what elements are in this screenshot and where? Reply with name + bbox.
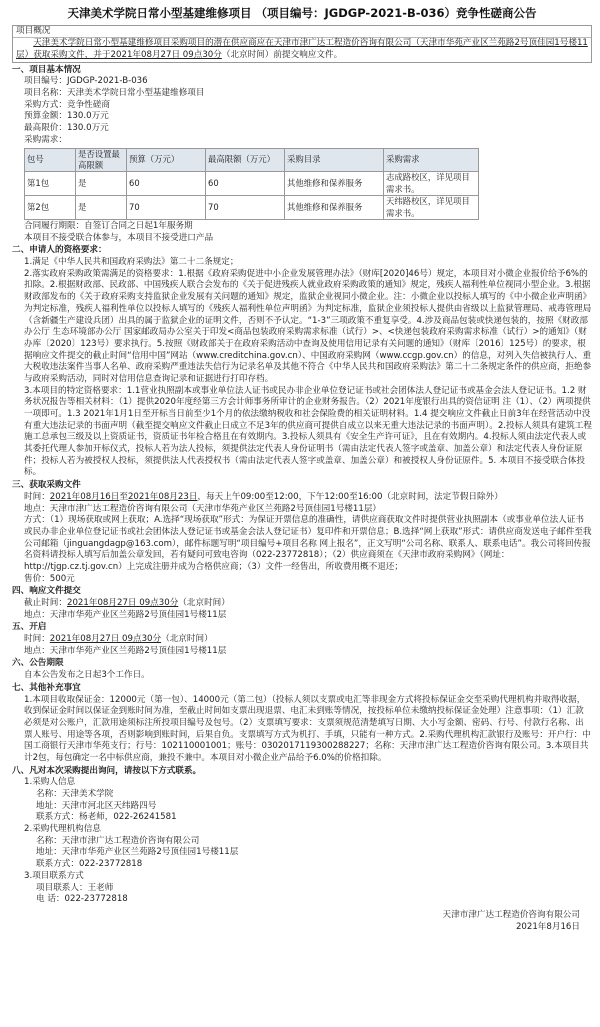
qualification-item-1: 1.满足《中华人民共和国政府采购法》第二十二条规定；: [24, 257, 239, 268]
footer-date: 2021年8月16日: [515, 921, 580, 932]
agency-contact: 联系方式：022-23772818: [36, 859, 143, 870]
section1-title: 一、项目基本情况: [12, 64, 81, 75]
cell-has-limit: 是: [76, 172, 127, 196]
section7-title: 七、其他补充事宜: [12, 682, 81, 693]
page-title: 天津美术学院日常小型基建维修项目 （项目编号：JGDGP-2021-B-036）竞争性磋商公告: [67, 6, 537, 20]
agency-address: 地址：天津市华苑产业区兰苑路2号顶佳园1号楼11层: [36, 847, 239, 858]
project-contact-person: 项目联系人：王老师: [36, 882, 114, 893]
project-contact-heading: 3.项目联系方式: [24, 870, 84, 881]
qualification-item-2: 2.落实政府采购政策需满足的资格要求：1.根据《政府采购促进中小企业发展管理办法》（财库[2020]46号）规定，本项目对小微企业报价给予6%的扣除。2.根据财政部、民政部、中国残疾人联合会发布的《关于促进残疾人就业政府采购政策的通知》规定，残疾人福利性单位视同小型企业。3.根据财政部发布的《关于政府采购支持监狱企业发展有关问题的通知》规定，监狱企业视同小微企业。注：小微企业以投标人填写的《中小微企业声明函》为判定标准，残疾人福利性单位以投标人填写的《残疾人福利性单位声明函》为判定标准，监狱企业须投标人提供由省级以上监狱管理局、戒毒管理局（含新疆生产建设兵团）出具的属于监狱企业的证明文件，否则不予认定。“1-3”三项政策不重复享受。4.涉及商品包装或快递包装的，按照《财政部办公厅 生态环境部办公厅 国家邮政局办公室关于印发<商品包装政府采购需求标准（试行）>、<快递包装政府采购需求标准（试行）>的通知》（财办库〔2020〕123号）要求执行。5.按照《财政部关于在政府采购活动中查询及使用信用记录有关问题的通知》（财库〔2016〕125号）的要求，根据响应文件提交的截止时间“信用中国”网站（www.creditchina.gov.cn）、中国政府采购网（www.ccgp.gov.cn）的信息，对列入失信被执行人、重大税收违法案件当事人名单、政府采购严重违法失信行为记录名单及其他不符合《中华人民共和国政府采购法》第二十二条规定条件的供应商，拒绝参与政府采购活动，同时对信用信息查询记录和证据进行打印存档。: [24, 268, 592, 384]
cell-budget: 60: [127, 172, 206, 196]
cell-has-limit: 是: [76, 196, 127, 220]
obtain-time-start: 2021年08月16日: [49, 491, 120, 502]
obtain-method: 方式：（1）现场获取或网上获取；A.选择“现场获取”形式：为保证开票信息的准确性，请供应商获取文件时提供营业执照副本（或事业单位法人证书或民办非企业单位登记证书或社会团体法人登记证书或基金会法人登记证书）复印件和开票信息；B.选择“网上获取”形式：请供应商发送电子邮件至我公司邮箱（jinguangdagp@163.com），邮件标题写明“项目编号+项目名称 网上报名”，正文写明“公司名称、联系人、联系电话”。我公司将回传报名资料请投标人填写后加盖公章发回，若有疑问可致电咨询（022-23772818）；（2）供应商须在《天津市政府采购网》（网址：http://tjgp.cz.tj.gov.cn）上完成注册并成为合格供应商；（3）文件一经售出，所收费用概不退还；: [24, 515, 592, 572]
opening-place: 地点：天津市华苑产业区兰苑路2号顶佳园1号楼11层: [24, 645, 227, 656]
opening-time: [12, 634, 592, 646]
col-header-limit: 最高限额（万元）: [206, 148, 285, 172]
agency-name: 名称：天津市津广达工程造价咨询有限公司: [36, 835, 200, 846]
submission-deadline: [12, 598, 592, 610]
cell-package: 第1包: [25, 172, 76, 196]
col-header-catalog: 采购目录: [285, 148, 384, 172]
qualification-item-3: 3.本项目的特定资格要求：1.1营业执照副本或事业单位法人证书或民办非企业单位登记证书或社会团体法人登记证书或基金会法人登记证书。1.2 财务状况报告等相关材料：（1）提供2020年度经第三方会计师事务所审计的企业财务报告。（2）2021年度银行出具的资信证明 注（1）、（2）两项提供一项即可。1.3 2021年1月1日至开标当日前至少1个月的依法缴纳税收和社会保险费的相关证明材料。1.4 提交响应文件截止日前3年在经营活动中没有重大违法记录的书面声明（截至提交响应文件截止日成立不足3年的供应商可提供自成立以来无重大违法记录的书面声明）。2.投标人须具有建筑工程施工总承包三级及以上资质证书，资质证书年检合格且在有效期内。3.投标人须具有《安全生产许可证》，且在有效期内。4.投标人须由法定代表人或其委托代理人参加开标仪式，投标人若为法人投标，须提供法定代表人身份证明书（需由法定代表人签字或盖章、加盖公章）和法定代表人身份证原件；投标人若为被授权人投标，须提供法人代表授权书（需由法定代表人签字或盖章、加盖公章）和被授权人身份证原件。5. 本项目不接受联合体投标。: [24, 385, 592, 478]
obtain-time-end: 2021年08月23日: [127, 491, 198, 502]
table-row: [25, 172, 479, 196]
section5-title: 五、开启: [12, 622, 47, 633]
submission-place: 地点：天津市华苑产业区兰苑路2号顶佳园1号楼11层: [24, 609, 227, 620]
summary-deadline: 2021年08月27日 09点30分: [110, 50, 222, 60]
procurement-method: 采购方式：竞争性磋商: [24, 99, 110, 110]
package-table-header-row: [25, 148, 479, 172]
cell-limit: 60: [206, 172, 285, 196]
opening-time-suffix: （北京时间）: [161, 634, 213, 645]
project-name: 项目名称：天津美术学院日常小型基建维修项目: [24, 88, 205, 99]
cell-limit: 70: [206, 196, 285, 220]
summary-part1: 天津美术学院日常小型基建维修项目采购项目的潜在供应商应在天津市津广达工程造价咨询有限公司（天津市华苑产业区兰苑路2号顶佳园1号楼11层）获取采购文件，并于: [16, 38, 588, 60]
cell-budget: 70: [127, 196, 206, 220]
col-header-budget: 预算（万元）: [127, 148, 206, 172]
obtain-time-label: 时间：: [24, 491, 50, 502]
section4-title: 四、响应文件提交: [12, 586, 81, 597]
budget-amount: 预算金额：130.0万元: [24, 111, 109, 122]
summary-text: [13, 38, 591, 61]
col-header-requirement: 采购需求: [384, 148, 479, 172]
col-header-has-limit: 是否设置最高限额: [76, 148, 127, 172]
package-table: [24, 148, 479, 221]
section3-title: 三、获取采购文件: [12, 480, 81, 491]
col-header-package: 包号: [25, 148, 76, 172]
supplementary-info: 1.本项目收取保证金：12000元（第一包）、14000元（第二包）（投标人须以支票或电汇等非现金方式将投标保证金交至采购代理机构并取得收据，收到保证金时间以保证金到账时间为准，至截止时间如支票出现退票、电汇未到账等情况，按投标单位未缴纳投标保证金处理）注意事项：（1）汇款必须是对公账户，汇款用途须标注所投项目编号及包号。（2）支票填写要求：支票须规范清楚填写日期、大小写金额、密码、行号、付款行名称、出票人账号、用途等各项，否则影响到账时间，后果自负。支票填写方式为机打、手填，只能有一种方式。2.采购代理机构汇款银行及账号：开户行：中国工商银行天津市华苑支行；行号：102110001001；账号：0302017119300288227；名称：天津市津广达工程造价咨询有限公司。3.本项目共计2包，每包确定一名中标供应商，兼投不兼中。本项目对小微企业产品给予6.0%的价格扣除。: [24, 694, 591, 763]
announcement-period: 自本公告发布之日起3个工作日。: [24, 670, 150, 681]
submission-deadline-suffix: （北京时间）: [178, 598, 230, 609]
project-summary-box: [12, 25, 592, 63]
project-contact-phone: 电 话：022-23772818: [36, 894, 128, 905]
obtain-place: 地点：天津市津广达工程造价咨询有限公司（天津市华苑产业区兰苑路2号顶佳园1号楼11层）: [24, 503, 382, 514]
cell-package: 第2包: [25, 196, 76, 220]
summary-part2: （北京时间）前提交响应文件。: [221, 50, 343, 60]
no-consortium-note: 本项目不接受联合体参与，本项目不接受进口产品: [24, 232, 214, 243]
cell-requirement: 天纬路校区，详见项目需求书。: [384, 196, 479, 220]
submission-deadline-value: 2021年08月27日 09点30分: [66, 598, 179, 609]
cell-catalog: 其他维修和保养服务: [285, 196, 384, 220]
contract-term: 合同履行期限：自签订合同之日起1年服务期: [24, 221, 193, 232]
summary-heading: 项目概况: [13, 26, 591, 39]
buyer-name: 名称：天津美术学院: [36, 789, 114, 800]
submission-deadline-label: 截止时间：: [24, 598, 67, 609]
section6-title: 六、公告期限: [12, 658, 64, 669]
buyer-heading: 1.采购人信息: [24, 777, 76, 788]
obtain-time-suffix: ，每天上午09:00至12:00，下午12:00至16:00（北京时间，法定节假日除外）: [197, 491, 503, 502]
table-row: [25, 196, 479, 220]
buyer-contact: 联系方式：杨老师，022-26241581: [36, 812, 177, 823]
obtain-time: [12, 492, 592, 504]
cell-requirement: 志成路校区，详见项目需求书。: [384, 172, 479, 196]
opening-time-label: 时间：: [24, 634, 50, 645]
agency-heading: 2.采购代理机构信息: [24, 824, 101, 835]
section2-title: 二、申请人的资格要求：: [12, 245, 107, 256]
obtain-time-to: 至: [119, 491, 128, 502]
cell-catalog: 其他维修和保养服务: [285, 172, 384, 196]
document-price: 售价：500元: [24, 573, 75, 584]
section8-title: 八、凡对本次采购提出询问，请按以下方式联系。: [12, 765, 202, 776]
opening-time-value: 2021年08月27日 09点30分: [49, 634, 162, 645]
max-price: 最高限价：130.0万元: [24, 123, 109, 134]
requirements-label: 采购需求：: [24, 134, 67, 145]
footer-org: 天津市津广达工程造价咨询有限公司: [442, 909, 580, 920]
buyer-address: 地址：天津市河北区天纬路四号: [36, 800, 157, 811]
project-number: 项目编号：JGDGP-2021-B-036: [24, 76, 148, 87]
